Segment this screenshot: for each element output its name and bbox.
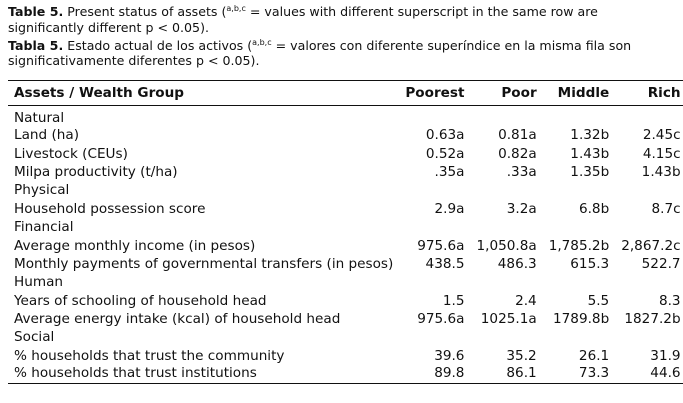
cell-rich: 44.6: [615, 365, 683, 384]
table-row: [8, 106, 683, 127]
caption-spanish-text-pre: Estado actual de los activos (: [67, 37, 253, 53]
row-label: Human: [14, 274, 64, 291]
cell-rich: 4.15c: [642, 145, 681, 162]
table-row: [8, 255, 683, 273]
cell-middle: [543, 218, 616, 236]
cell-rich: [615, 273, 683, 291]
cell-rich: 31.9: [650, 347, 681, 364]
row-label: Physical: [14, 182, 70, 199]
cell-poorest: [399, 328, 470, 346]
table-row: [8, 328, 683, 346]
row-label: Livestock (CEUs): [14, 145, 128, 162]
table-row: [8, 163, 683, 181]
cell-rich: [615, 181, 683, 199]
caption-english: [8, 4, 676, 36]
table-row: [8, 144, 683, 162]
cell-poor: 35.2: [506, 347, 537, 364]
cell-poor: 86.1: [470, 365, 542, 384]
table-row: [8, 218, 683, 236]
cell-poor: 1,050.8a: [476, 237, 537, 254]
cell-poorest: 975.6a: [417, 311, 465, 328]
cell-middle: 6.8b: [578, 200, 610, 217]
cell-middle: 615.3: [570, 255, 610, 272]
cell-poorest: 0.52a: [425, 145, 465, 162]
column-header-middle: Middle: [543, 81, 616, 106]
cell-middle: 1.43b: [570, 145, 610, 162]
caption-english-text-pre: Present status of assets (: [67, 4, 227, 19]
cell-poor: 0.82a: [498, 145, 537, 162]
cell-middle: [543, 106, 616, 127]
cell-middle: 1,785.2b: [548, 237, 610, 254]
cell-rich: 8.3: [658, 292, 681, 309]
row-label: Land (ha): [14, 127, 80, 144]
cell-poor: 0.81a: [498, 127, 537, 144]
caption-spanish: [8, 38, 676, 70]
cell-poorest: 89.8: [399, 365, 470, 384]
cell-middle: [543, 328, 616, 346]
cell-rich: [615, 106, 683, 127]
cell-poor: [470, 273, 542, 291]
cell-rich: [615, 218, 683, 236]
cell-rich: 522.7: [641, 255, 681, 272]
cell-middle: 5.5: [587, 292, 610, 309]
cell-poor: [470, 106, 542, 127]
caption-english-text-post: = values with different superscript in the same row are significantly different p < 0.05).: [8, 4, 598, 35]
cell-poorest: .35a: [434, 163, 465, 180]
cell-poor: .33a: [506, 163, 537, 180]
cell-middle: [543, 273, 616, 291]
row-label: Milpa productivity (t/ha): [14, 163, 178, 180]
table-row: [8, 365, 683, 384]
row-label: Natural: [14, 110, 65, 126]
cell-middle: 73.3: [543, 365, 616, 384]
cell-poorest: 0.63a: [425, 127, 465, 144]
cell-poorest: 438.5: [425, 255, 465, 272]
cell-rich: 1827.2b: [624, 311, 681, 328]
cell-middle: 26.1: [578, 347, 610, 364]
row-label: Monthly payments of governmental transfers (in pesos): [14, 255, 394, 272]
row-label: % households that trust the community: [14, 347, 285, 364]
row-label: Household possession score: [14, 200, 206, 217]
cell-poor: [470, 328, 542, 346]
table-row: [8, 236, 683, 254]
caption-spanish-label: Tabla 5.: [8, 37, 64, 53]
cell-poorest: [399, 218, 470, 236]
cell-poor: [470, 218, 542, 236]
table-caption: [8, 4, 676, 71]
column-header-poorest: Poorest: [399, 81, 470, 106]
cell-poorest: [399, 181, 470, 199]
table-header-row: [8, 81, 683, 106]
caption-english-superscript: a,b,c: [226, 4, 246, 13]
cell-poor: [470, 181, 542, 199]
column-header-assets: Assets / Wealth Group: [8, 81, 399, 106]
row-label: Average monthly income (in pesos): [14, 237, 256, 254]
cell-middle: 1.32b: [570, 127, 610, 144]
cell-rich: [615, 328, 683, 346]
cell-middle: [543, 181, 616, 199]
cell-middle: 1789.8b: [553, 311, 610, 328]
row-label: Average energy intake (kcal) of household head: [14, 311, 341, 328]
table-row: [8, 181, 683, 199]
table-body: [8, 106, 683, 384]
cell-rich: 2,867.2c: [621, 237, 681, 254]
cell-poorest: [399, 106, 470, 127]
table-row: [8, 200, 683, 218]
row-label: Social: [14, 329, 55, 346]
caption-english-label: Table 5.: [8, 4, 64, 19]
cell-poorest: 1.5: [442, 292, 465, 309]
cell-poor: 486.3: [497, 255, 537, 272]
cell-rich: 2.45c: [642, 127, 681, 144]
assets-table-container: [8, 80, 681, 384]
row-label: % households that trust institutions: [8, 365, 399, 384]
cell-poorest: 2.9a: [434, 200, 465, 217]
cell-poorest: 975.6a: [417, 237, 465, 254]
column-header-poor: Poor: [470, 81, 542, 106]
cell-poorest: [399, 273, 470, 291]
table-row: [8, 126, 683, 144]
row-label: Years of schooling of household head: [14, 292, 267, 309]
table-row: [8, 310, 683, 328]
cell-poor: 3.2a: [506, 200, 537, 217]
table-row: [8, 273, 683, 291]
cell-middle: 1.35b: [570, 163, 610, 180]
cell-rich: 8.7c: [651, 200, 681, 217]
caption-spanish-text-post: = valores con diferente superíndice en la misma fila son significativamente diferentes p < 0.05).: [8, 37, 632, 69]
cell-poorest: 39.6: [434, 347, 465, 364]
column-header-rich: Rich: [615, 81, 683, 106]
table-row: [8, 292, 683, 310]
row-label: Financial: [14, 219, 74, 236]
assets-table: [8, 80, 683, 384]
cell-rich: 1.43b: [641, 163, 681, 180]
caption-spanish-superscript: a,b,c: [252, 37, 272, 47]
table-row: [8, 347, 683, 365]
cell-poor: 1025.1a: [480, 311, 537, 328]
cell-poor: 2.4: [515, 292, 537, 309]
